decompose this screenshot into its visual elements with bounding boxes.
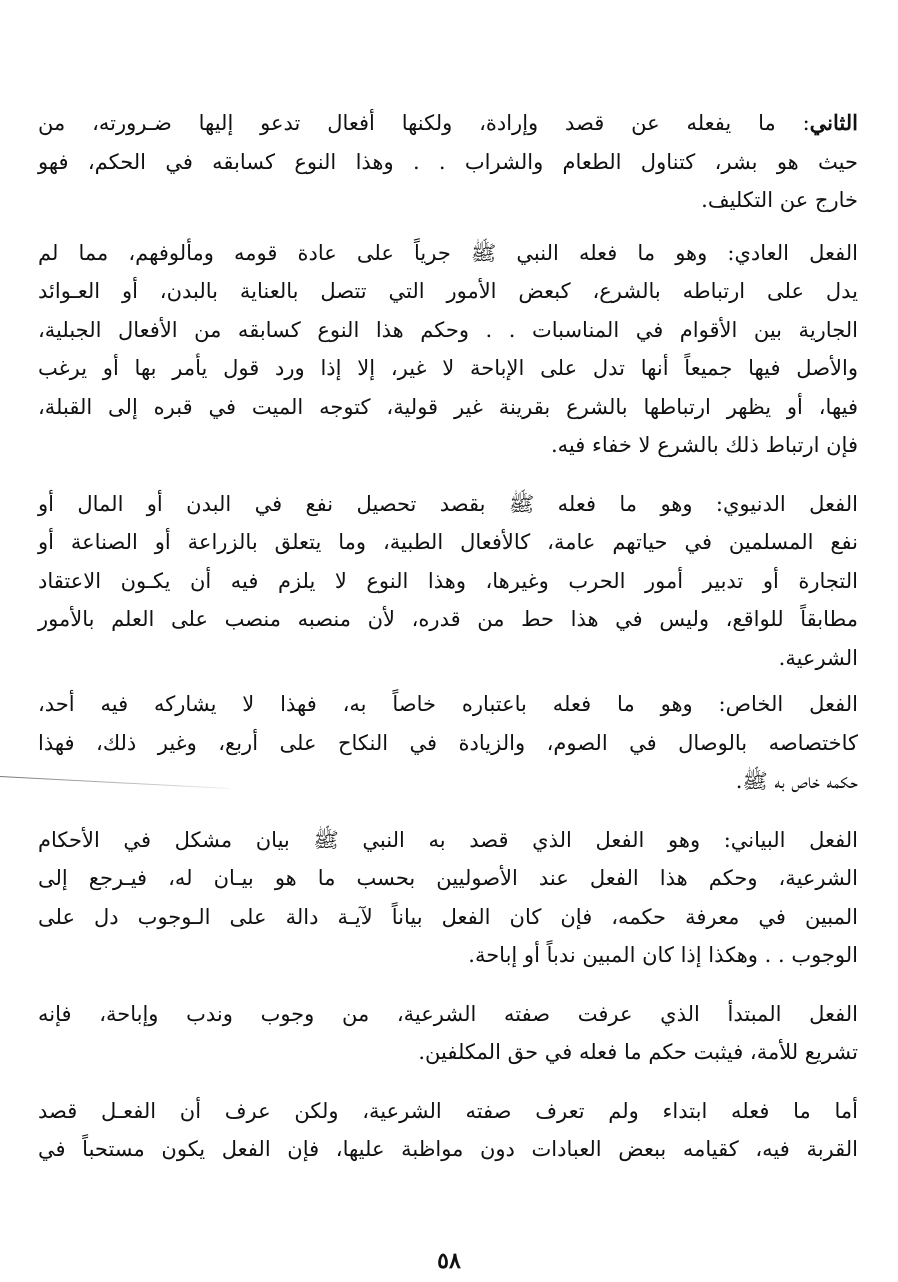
text-line: القربة فيه، كقيامه ببعض العبادات دون مواظبة عليها، فإن الفعل يكون مستحباً في bbox=[38, 1137, 858, 1161]
page-number: ٥٨ bbox=[437, 1248, 461, 1274]
paragraph-fiil-khas bbox=[38, 685, 858, 801]
text-line: الفعل الدنيوي: وهو ما فعله ﷺ بقصد تحصيل نفع في البدن أو المال أو bbox=[38, 491, 858, 516]
text-line: مطابقاً للواقع، وليس في هذا حط من قدره، لأن منصبه منصب على العلم بالأمور bbox=[38, 607, 858, 631]
text-line: حكمه خاص به ﷺ. bbox=[735, 769, 858, 793]
text-line: الفعل البياني: وهو الفعل الذي قصد به النبي ﷺ بيان مشكل في الأحكام bbox=[38, 827, 858, 852]
paragraph-lead: الثاني bbox=[809, 110, 858, 135]
text-line: حيث هو بشر، كتناول الطعام والشراب . . وهذا النوع كسابقه في الحكم، فهو bbox=[38, 149, 858, 174]
text-line bbox=[38, 104, 858, 143]
text-line: الشرعية، وحكم هذا الفعل عند الأصوليين بحسب ما هو بيـان له، فيـرجع إلى bbox=[38, 866, 858, 890]
document-body bbox=[38, 104, 858, 1169]
paragraph-fiil-mubtada bbox=[38, 995, 858, 1072]
text-line: الجارية بين الأقوام في المناسبات . . وحكم هذا النوع كسابقه من الأفعال الجبلية، bbox=[38, 317, 858, 342]
text-line-rest: : ما يفعله عن قصد وإرادة، ولكنها أفعال تدعو إليها ضـرورته، من bbox=[38, 111, 810, 135]
paragraph-fiil-dunyawi bbox=[38, 485, 858, 678]
text-line: فيها، أو يظهر ارتباطها بالشرع بقرينة غير قولية، كتوجه الميت في قبره إلى القبلة، bbox=[38, 394, 858, 419]
paragraph-fiil-bayani bbox=[38, 821, 858, 975]
text-line: تشريع للأمة، فيثبت حكم ما فعله في حق المكلفين. bbox=[418, 1040, 858, 1064]
paragraph-fiil-adi bbox=[38, 234, 858, 465]
text-line: يدل على ارتباطه بالشرع، كبعض الأمور التي تتصل بالعناية بالبدن، أو العـوائد bbox=[38, 279, 858, 303]
text-line: الفعل العادي: وهو ما فعله النبي ﷺ جرياً على عادة قومه ومألوفهم، مما لم bbox=[38, 240, 858, 265]
text-line: أما ما فعله ابتداء ولم تعرف صفته الشرعية، ولكن عرف أن الفعـل قصد bbox=[38, 1098, 858, 1123]
text-line: الفعل الخاص: وهو ما فعله باعتباره خاصاً به، فهذا لا يشاركه فيه أحد، bbox=[38, 692, 858, 716]
text-line: الشرعية. bbox=[778, 645, 858, 670]
text-line: والأصل فيها جميعاً أنها تدل على الإباحة لا غير، إلا إذا ورد قول يأمر بها أو يرغب bbox=[38, 356, 858, 380]
text-line: المبين في معرفة حكمه، فإن كان الفعل بياناً لآيـة دالة على الـوجوب دل على bbox=[38, 904, 858, 929]
paragraph-ibtida bbox=[38, 1092, 858, 1169]
text-line: الوجوب . . وهكذا إذا كان المبين ندباً أو إباحة. bbox=[468, 943, 858, 967]
text-line: فإن ارتباط ذلك بالشرع لا خفاء فيه. bbox=[551, 433, 858, 457]
text-line: التجارة أو تدبير أمور الحرب وغيرها، وهذا النوع لا يلزم فيه أن يكـون الاعتقاد bbox=[38, 568, 858, 593]
paragraph-thani bbox=[38, 104, 858, 220]
text-line: نفع المسلمين في حياتهم عامة، كالأفعال الطبية، وما يتعلق بالزراعة أو الصناعة أو bbox=[38, 530, 858, 554]
text-line: خارج عن التكليف. bbox=[701, 188, 858, 212]
text-line: كاختصاصه بالوصال في الصوم، والزيادة في النكاح على أربع، وغير ذلك، فهذا bbox=[38, 730, 858, 755]
text-line: الفعل المبتدأ الذي عرفت صفته الشرعية، من وجوب وندب وإباحة، فإنه bbox=[38, 1001, 858, 1026]
